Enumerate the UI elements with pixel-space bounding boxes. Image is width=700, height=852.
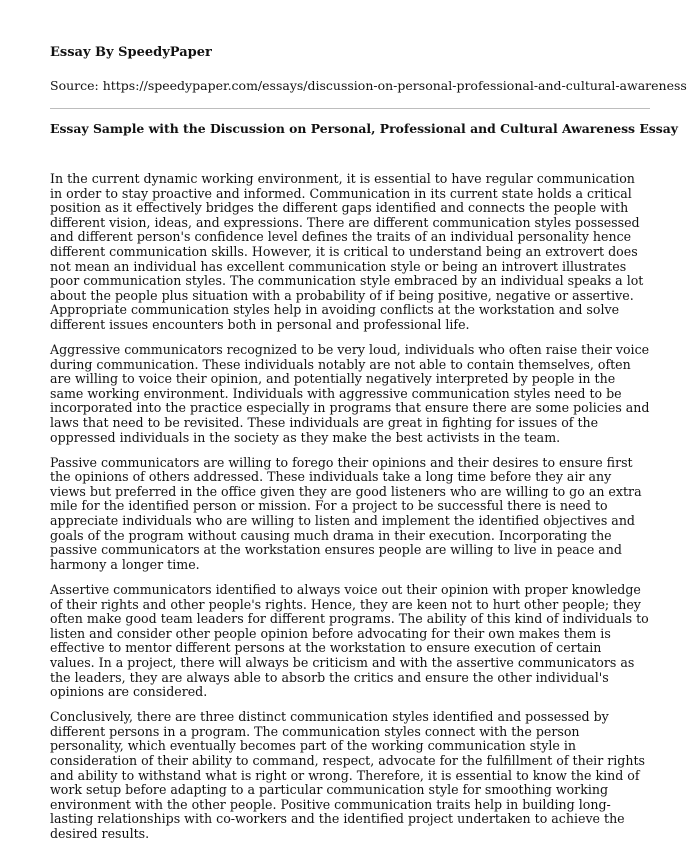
essay-body xyxy=(50,172,650,852)
essay-title: Essay Sample with the Discussion on Personal, Professional and Cultural Awareness Essay xyxy=(50,121,678,136)
paragraph: Aggressive communicators recognized to be very loud, individuals who often raise their voice during communication. These individuals notably are not able to contain themselves, often are willing to voice their opinion, and potentially negatively interpreted by people in the same working environment. Individuals with aggressive communication styles need to be incorporated into the practice especially in programs that ensure there are some policies and laws that need to be revisited. These individuals are great in fighting for issues of the oppressed individuals in the society as they make the best activists in the team. xyxy=(50,342,650,445)
document-header xyxy=(50,45,687,94)
paragraph: Conclusively, there are three distinct communication styles identified and possessed by different persons in a program. The communication styles connect with the person personality, which eventually becomes part of the working communication style in consideration of their ability to command, respect, advocate for the fulfillment of their rights and ability to withstand what is right or wrong. Therefore, it is essential to know the kind of work setup before adapting to a particular communication style for smoothing working environment with the other people. Positive communication traits help in building long-lasting relationships with co-workers and the identified project undertaken to achieve the desired results. xyxy=(50,709,645,841)
paragraph: Passive communicators are willing to forego their opinions and their desires to ensure first the opinions of others addressed. These individuals take a long time before they air any views but preferred in the office given they are good listeners who are willing to go an extra mile for the identified person or mission. For a project to be successful there is need to appreciate individuals who are willing to listen and implement the identified objectives and goals of the program without causing much drama in their execution. Incorporating the passive communicators at the workstation ensures people are willing to live in peace and harmony a longer time. xyxy=(50,454,642,572)
header-title: Essay By SpeedyPaper xyxy=(50,45,212,60)
header-divider xyxy=(50,108,650,109)
source-line: Source: https://speedypaper.com/essays/discussion-on-personal-professional-and-cultural-awareness xyxy=(50,78,687,93)
paragraph: In the current dynamic working environment, it is essential to have regular communication in order to stay proactive and informed. Communication in its current state holds a critical position as it effectively bridges the different gaps identified and connects the people with different vision, ideas, and expressions. There are different communication styles possessed and different person's confidence level defines the traits of an individual personality hence different communication skills. However, it is critical to understand being an extrovert does not mean an individual has excellent communication style or being an introvert illustrates poor communication styles. The communication style embraced by an individual speaks a lot about the people plus situation with a probability of if being positive, negative or assertive. Appropriate communication styles help in avoiding conflicts at the workstation and solve different issues encounters both in personal and professional life. xyxy=(50,171,644,332)
paragraph: Assertive communicators identified to always voice out their opinion with proper knowledge of their rights and other people's rights. Hence, they are keen not to hurt other people; they often make good team leaders for different programs. The ability of this kind of individuals to listen and consider other people opinion before advocating for their own makes them is effective to mentor different persons at the workstation to ensure execution of certain values. In a project, there will always be criticism and with the assertive communicators as the leaders, they are always able to absorb the critics and ensure the other individual's opinions are considered. xyxy=(50,581,649,700)
